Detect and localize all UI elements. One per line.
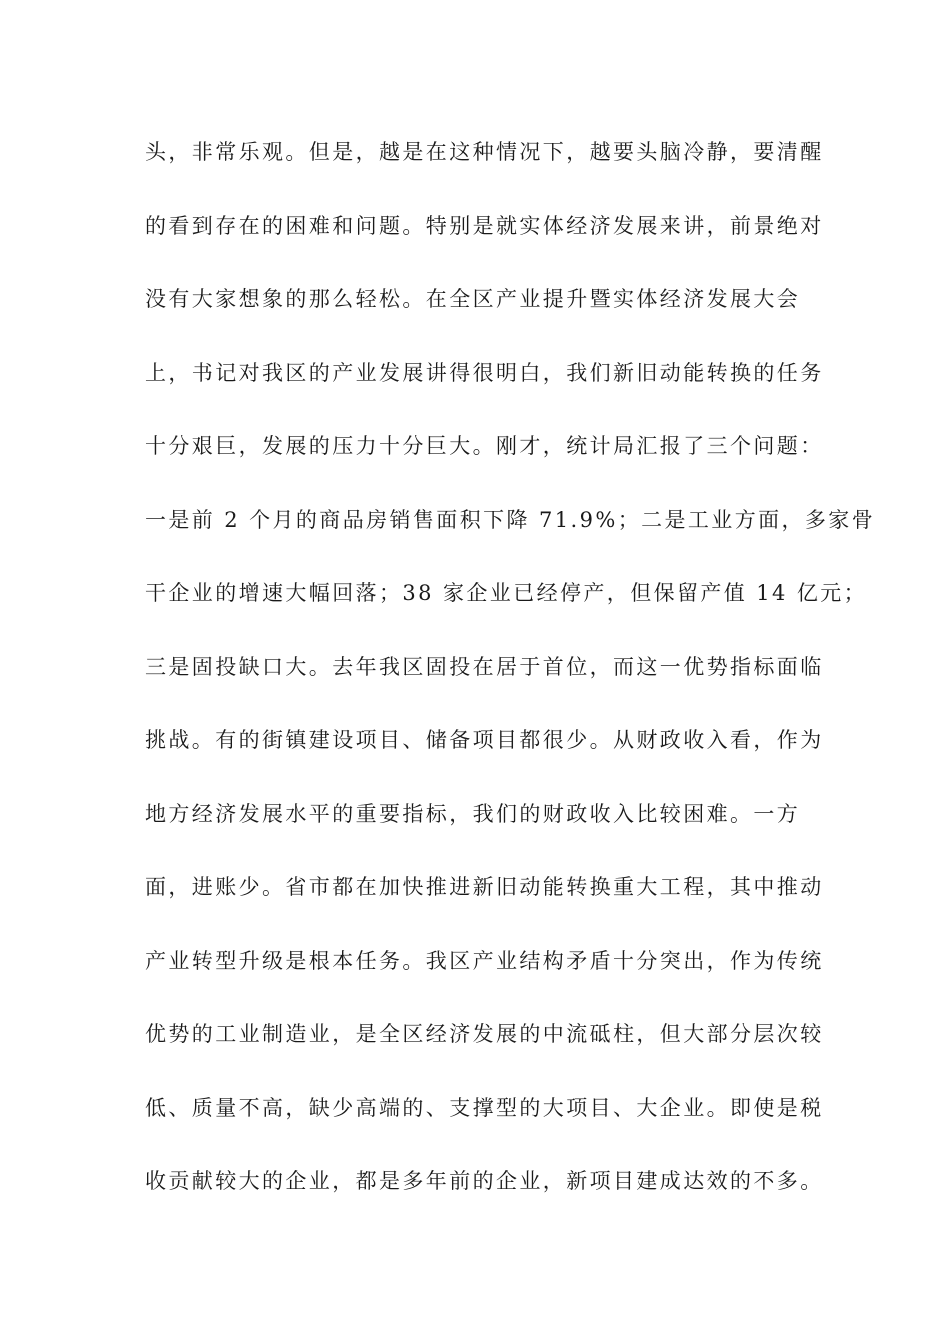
text-line: 收贡献较大的企业，都是多年前的企业，新项目建成达效的不多。 [145,1169,824,1193]
text-line: 三是固投缺口大。去年我区固投在居于首位，而这一优势指标面临 [145,654,824,679]
text-line: 上，书记对我区的产业发展讲得很明白，我们新旧动能转换的任务 [145,360,824,385]
text-line: 干企业的增速大幅回落；38 家企业已经停产，但保留产值 14 亿元； [145,581,868,605]
body-text [145,130,876,1233]
text-line: 挑战。有的街镇建设项目、储备项目都很少。从财政收入看，作为 [145,728,824,752]
text-line: 地方经济发展水平的重要指标，我们的财政收入比较困难。一方 [145,801,801,826]
text-line: 优势的工业制造业，是全区经济发展的中流砥柱，但大部分层次较 [145,1022,824,1046]
text-line: 一是前 2 个月的商品房销售面积下降 71.9%；二是工业方面，多家骨 [145,507,876,532]
text-line: 十分艰巨，发展的压力十分巨大。刚才，统计局汇报了三个问题： [145,434,824,458]
text-line: 的看到存在的困难和问题。特别是就实体经济发展来讲，前景绝对 [145,213,824,238]
text-line: 头，非常乐观。但是，越是在这种情况下，越要头脑冷静，要清醒 [145,140,824,164]
text-line: 面，进账少。省市都在加快推进新旧动能转换重大工程，其中推动 [145,875,824,899]
text-line: 产业转型升级是根本任务。我区产业结构矛盾十分突出，作为传统 [145,948,824,973]
text-line: 没有大家想象的那么轻松。在全区产业提升暨实体经济发展大会 [145,287,801,311]
text-line: 低、质量不高，缺少高端的、支撑型的大项目、大企业。即使是税 [145,1095,824,1120]
